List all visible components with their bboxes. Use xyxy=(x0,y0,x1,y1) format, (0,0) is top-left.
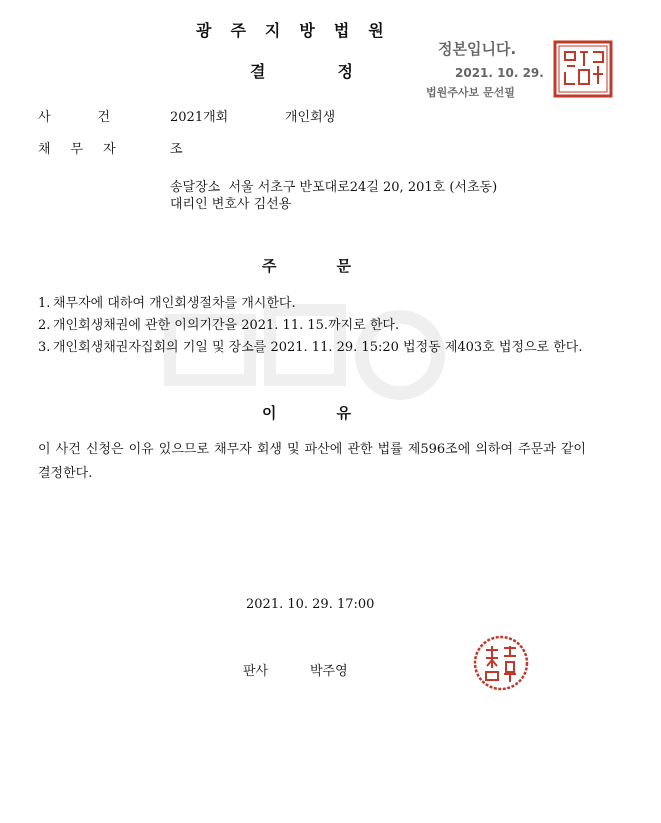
case-number: 2021개회 xyxy=(170,110,229,125)
order-item-number: 2. xyxy=(38,318,51,333)
legal-agent: 대리인 변호사 김선용 xyxy=(170,197,292,212)
order-item-number: 1. xyxy=(38,296,51,311)
order-list xyxy=(38,293,628,359)
order-item-text: 개인회생채권에 관한 이의기간을 2021. 11. 15.까지로 한다. xyxy=(53,318,400,333)
certification-clerk: 법원주사보 문선필 xyxy=(426,86,515,99)
court-name: 광주지방법원 xyxy=(196,21,403,40)
order-heading: 주문 xyxy=(262,257,411,275)
judge-seal-icon xyxy=(472,634,530,692)
reason-text: 이 사건 신청은 이유 있으므로 채무자 회생 및 파산에 관한 법률 제596조에 의하여 주문과 같이 결정한다. xyxy=(38,442,586,481)
judge-name: 박주영 xyxy=(310,664,348,679)
order-item-text: 채무자에 대하여 개인회생절차를 개시한다. xyxy=(53,296,296,311)
court-seal-icon xyxy=(553,40,613,98)
debtor-label: 채무자 xyxy=(38,142,136,157)
service-address: 송달장소 서울 서초구 반포대로24길 20, 201호 (서초동) xyxy=(170,180,498,195)
document-type: 결정 xyxy=(250,62,425,81)
order-item-text: 개인회생채권자집회의 기일 및 장소를 2021. 11. 29. 15:20 법정동 제403호 법정으로 한다. xyxy=(53,340,583,355)
reason-heading: 이유 xyxy=(262,404,411,422)
order-item xyxy=(38,315,628,337)
judge-title: 판사 xyxy=(243,664,269,679)
decision-datetime: 2021. 10. 29. 17:00 xyxy=(246,597,375,612)
case-label: 사건 xyxy=(38,110,158,125)
order-item xyxy=(38,337,628,359)
case-name: 개인회생 xyxy=(285,110,336,125)
certified-copy-stamp: 정본입니다. xyxy=(438,40,517,58)
order-item xyxy=(38,293,628,315)
order-item-number: 3. xyxy=(38,340,51,355)
debtor-name: 조 xyxy=(170,142,183,157)
certification-date: 2021. 10. 29. xyxy=(455,66,544,80)
